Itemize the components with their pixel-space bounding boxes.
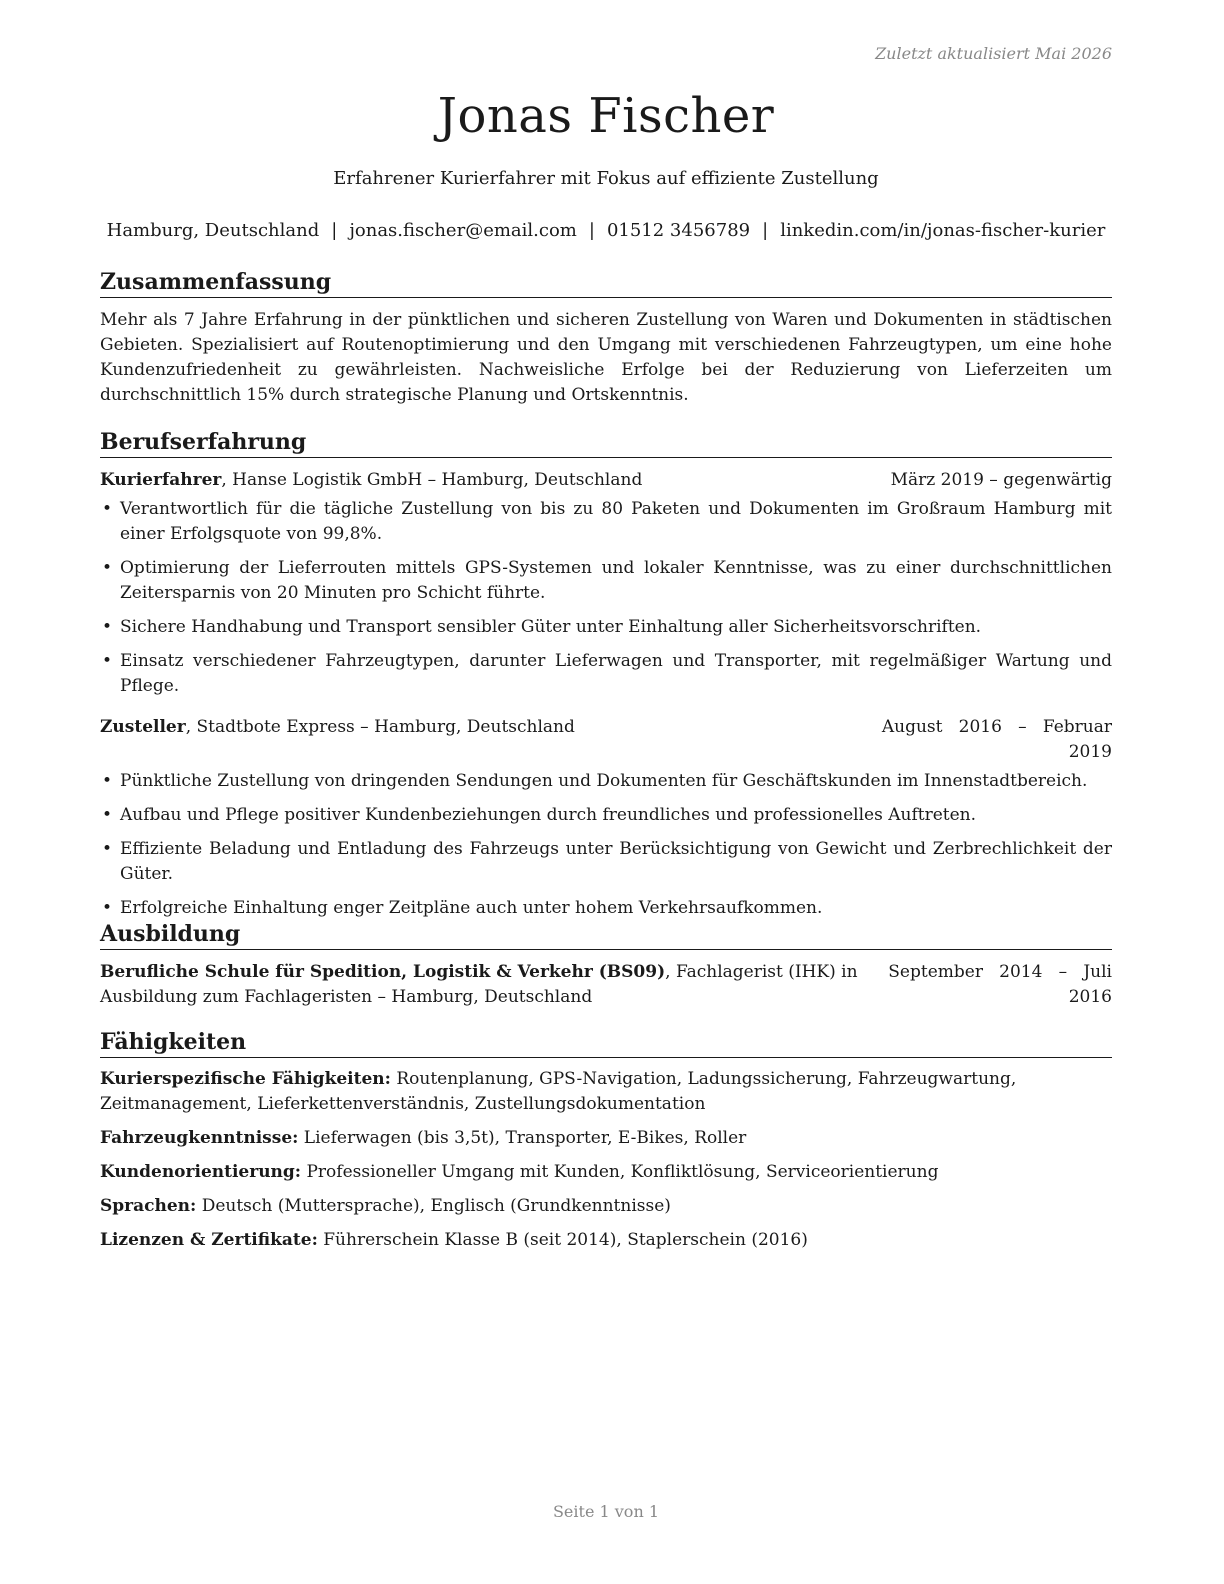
skill-row [100,1194,1112,1219]
summary-section [100,270,1112,408]
skill-value: Führerschein Klasse B (seit 2014), Staplerschein (2016) [317,1230,808,1251]
skill-value: Routenplanung, GPS-Navigation, Ladungssicherung, Fahrzeugwartung, Zeitmanagement, Lieferkettenverständnis, Zustellungsdokumentation [100,1069,1017,1115]
list-item: • Optimierung der Lieferrouten mittels GPS-Systemen und lokaler Kenntnisse, was zu einer durchschnittlichen Zeitersparnis von 20 Minuten pro Schicht führte. [102,558,1112,604]
education-entry [100,960,1112,1010]
job-org: , Stadtbote Express – Hamburg, Deutschland [185,717,575,738]
list-item: • Einsatz verschiedener Fahrzeugtypen, darunter Lieferwagen und Transporter, mit regelmäßiger Wartung und Pflege. [102,651,1112,697]
list-item: • Effiziente Beladung und Entladung des Fahrzeugs unter Berücksichtigung von Gewicht und Zerbrechlichkeit der Güter. [102,839,1112,885]
list-item: • Verantwortlich für die tägliche Zustellung von bis zu 80 Paketen und Dokumenten im Großraum Hamburg mit einer Erfolgsquote von 99,8%. [102,499,1112,545]
skill-row [100,1067,1112,1117]
bullet-icon: • [102,898,113,919]
section-heading: Berufserfahrung [100,430,1112,458]
job-title: Zusteller [100,717,186,738]
skills-section [100,1030,1112,1253]
job-header [100,468,1112,493]
degree: , Fachlagerist (IHK) in [665,962,858,983]
section-heading: Zusammenfassung [100,270,1112,298]
skill-label: Kurierspezifische Fähigkeiten: [100,1069,391,1090]
list-item: • Pünktliche Zustellung von dringenden Sendungen und Dokumenten für Geschäftskunden im Innenstadtbereich. [100,769,1112,794]
education-section [100,922,1112,1010]
bullet-icon: • [102,771,113,792]
degree-detail: Ausbildung zum Fachlageristen – Hamburg, Deutschland [100,987,593,1008]
list-item: • Sichere Handhabung und Transport sensibler Güter unter Einhaltung aller Sicherheitsvorschriften. [100,615,1112,640]
list-item: • Erfolgreiche Einhaltung enger Zeitpläne auch unter hohem Verkehrsaufkommen. [100,896,1112,921]
section-heading: Ausbildung [100,922,1112,950]
job-entry [100,715,1112,921]
section-heading: Fähigkeiten [100,1030,1112,1058]
resume-page [100,0,1112,1584]
bullet-icon: • [102,558,113,579]
skill-value: Professioneller Umgang mit Kunden, Konfliktlösung, Serviceorientierung [301,1162,939,1183]
job-header [100,715,1112,765]
contact-separator: | [588,220,595,241]
experience-section [100,430,1112,930]
skill-value: Lieferwagen (bis 3,5t), Transporter, E-Bikes, Roller [298,1128,747,1149]
skill-row [100,1228,1112,1253]
bullet-icon: • [102,805,113,826]
skill-row [100,1126,1112,1151]
last-updated: Zuletzt aktualisiert Mai 2026 [875,44,1112,63]
contact-phone: 01512 3456789 [606,220,751,241]
candidate-name: Jonas Fischer [437,88,775,144]
contact-separator: | [762,220,769,241]
contact-line [100,220,1112,241]
skill-row [100,1160,1112,1185]
skill-value: Deutsch (Muttersprache), Englisch (Grundkenntnisse) [196,1196,671,1217]
job-dates: März 2019 – gegenwärtig [890,470,1112,491]
job-dates: August 2016 – Februar 2019 [881,717,1112,763]
job-org: , Hanse Logistik GmbH – Hamburg, Deutschland [221,470,643,491]
job-bullets [100,769,1112,921]
page-number: Seite 1 von 1 [552,1502,660,1521]
job-entry [100,468,1112,699]
skill-label: Lizenzen & Zertifikate: [100,1230,318,1251]
skill-label: Sprachen: [100,1196,197,1217]
contact-linkedin[interactable]: linkedin.com/in/jonas-fischer-kurier [780,220,1106,241]
contact-email[interactable]: jonas.fischer@email.com [349,220,577,241]
contact-location: Hamburg, Deutschland [106,220,320,241]
education-dates: September 2014 – Juli 2016 [888,962,1112,1008]
skill-label: Kundenorientierung: [100,1162,302,1183]
contact-separator: | [331,220,338,241]
bullet-icon: • [102,839,113,860]
skill-label: Fahrzeugkenntnisse: [100,1128,299,1149]
summary-text: Mehr als 7 Jahre Erfahrung in der pünktlichen und sicheren Zustellung von Waren und Dokumenten in städtischen Gebieten. Spezialisiert auf Routenoptimierung und den Umgang mit verschiedenen Fahrzeugtypen, um eine hohe Kundenzufriedenheit zu gewährleisten. Nachweisliche Erfolge bei der Reduzierung von Lieferzeiten um durchschnittlich 15% durch strategische Planung und Ortskenntnis. [100,310,1112,406]
school-name: Berufliche Schule für Spedition, Logistik & Verkehr (BS09) [100,962,666,983]
bullet-icon: • [102,499,113,520]
job-title: Kurierfahrer [100,470,222,491]
bullet-icon: • [102,617,113,638]
list-item: • Aufbau und Pflege positiver Kundenbeziehungen durch freundliches und professionelles Auftreten. [100,803,1112,828]
bullet-icon: • [102,651,113,672]
job-bullets [100,497,1112,699]
tagline: Erfahrener Kurierfahrer mit Fokus auf effiziente Zustellung [333,168,879,189]
